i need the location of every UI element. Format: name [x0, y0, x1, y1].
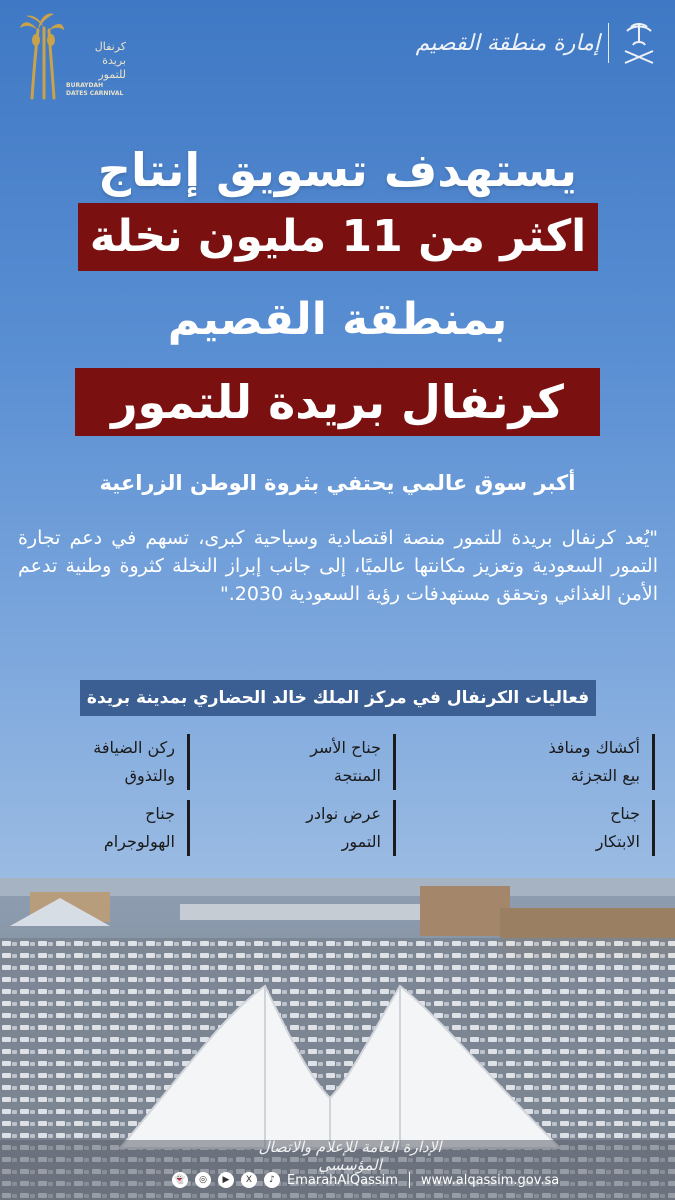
headline-banner-2: كرنفال بريدة للتمور [75, 368, 600, 436]
event-item-line-1: جناح [145, 804, 175, 823]
palm-tree-icon [18, 8, 66, 103]
headline-banner-1: اكثر من 11 مليون نخلة [78, 203, 598, 271]
footer-department: الإدارة العامة للإعلام والاتصال المؤسسي [258, 1138, 442, 1174]
event-item-line-2: والتذوق [124, 766, 175, 785]
event-item-line-2: الهولوجرام [103, 832, 175, 851]
x-icon[interactable]: X [241, 1172, 257, 1188]
event-item [246, 734, 396, 790]
subtitle: أكبر سوق عالمي يحتفي بثروة الوطن الزراعية [99, 471, 576, 495]
carnival-logo-ar-2: بريدة [102, 54, 126, 67]
event-item [246, 800, 396, 856]
region-logo [416, 18, 661, 68]
carnival-logo-en-2: DATES CARNIVAL [66, 90, 124, 97]
region-logo-divider [608, 23, 609, 63]
footer-website[interactable]: www.alqassim.gov.sa [420, 1172, 560, 1188]
footer-contact-row [172, 1168, 559, 1192]
event-item-line-1: جناح الأسر [310, 738, 381, 757]
header [0, 0, 675, 110]
carnival-logo-ar-3: للتمور [98, 68, 126, 81]
carnival-logo-ar-1: كرنفال [94, 40, 126, 53]
event-item-line-1: عرض نوادر [306, 804, 381, 823]
footer-handle[interactable]: EmarahAlQassim [287, 1172, 398, 1188]
youtube-icon[interactable]: ▶ [218, 1172, 234, 1188]
quote-paragraph: "يُعد كرنفال بريدة للتمور منصة اقتصادية وسياحية كبرى، تسهم في دعم تجارة التمور السعودية وتعزيز مكانتها عالميًا، إلى جانب إبراز النخلة كثروة وطنية تدعم الأمن الغذائي وتحقق مستهدفات رؤية السعودية 2030." [18, 527, 658, 605]
headline-line-3: بمنطقة القصيم [167, 294, 508, 345]
footer-divider [409, 1172, 410, 1188]
event-item-line-2: الابتكار [595, 832, 640, 851]
event-item-line-1: أكشاك ومنافذ [548, 738, 640, 757]
carnival-logo [18, 8, 126, 108]
footer [0, 1138, 675, 1200]
tiktok-icon[interactable]: ♪ [264, 1172, 280, 1188]
event-item [505, 734, 655, 790]
event-item [40, 800, 190, 856]
region-name: إمارة منطقة القصيم [415, 30, 600, 56]
instagram-icon[interactable]: ◎ [195, 1172, 211, 1188]
event-item-line-1: جناح [610, 804, 640, 823]
event-item [505, 800, 655, 856]
events-title-bar: فعاليات الكرنفال في مركز الملك خالد الحضاري بمدينة بريدة [80, 680, 596, 716]
snapchat-icon[interactable]: 👻 [172, 1172, 188, 1188]
event-item-line-2: بيع التجزئة [570, 766, 640, 785]
event-item [40, 734, 190, 790]
headline-line-1: يستهدف تسويق إنتاج [97, 143, 578, 197]
saudi-emblem-icon [617, 19, 661, 67]
event-item-line-1: ركن الضيافة [93, 738, 175, 757]
carnival-logo-en-1: BURAYDAH [66, 82, 104, 89]
event-item-line-2: المنتجة [333, 766, 381, 785]
event-item-line-2: التمور [341, 832, 381, 851]
carnival-logo-text [66, 40, 126, 98]
